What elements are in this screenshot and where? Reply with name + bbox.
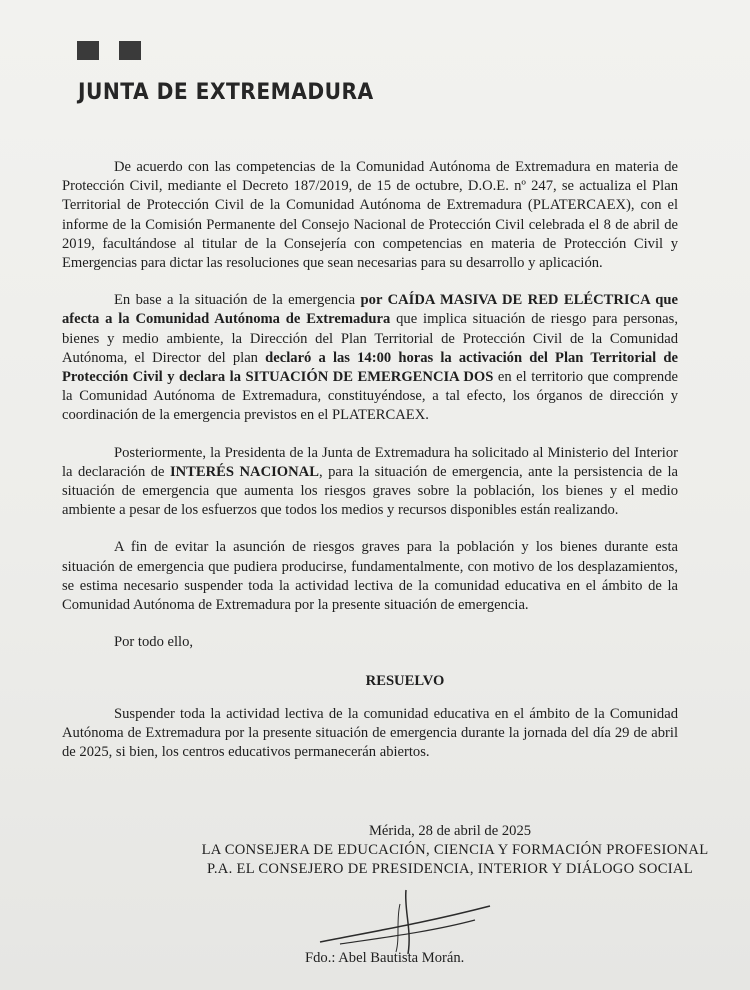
- resolution-paragraph: Suspender toda la actividad lectiva de la comunidad educativa en el ámbito de la Comunidad Autónoma de Extremadura por la presente situación de emergencia durante la jornada del día 29 de abril de 2025, si bien, los centros educativos permanecerán abiertos.: [62, 705, 678, 761]
- paragraph-2-part-a: En base a la situación de la emergencia: [114, 292, 361, 309]
- logo-square-left: [77, 41, 99, 60]
- signature-date: Mérida, 28 de abril de 2025: [368, 823, 532, 839]
- paragraph-3: [62, 444, 678, 521]
- closing-line: Por todo ello,: [114, 634, 194, 651]
- signature-role-2: P.A. EL CONSEJERO DE PRESIDENCIA, INTERIOR Y DIÁLOGO SOCIAL: [207, 861, 693, 877]
- paragraph-3-part-a: Posteriormente, la Presidenta de la Junta de Extremadura ha solicitado al Ministerio del Interior la declaración de: [62, 444, 678, 480]
- logo-squares: [77, 41, 141, 60]
- logo-square-right: [119, 41, 141, 60]
- signer-name: Fdo.: Abel Bautista Morán.: [305, 950, 465, 966]
- paragraph-2: [62, 291, 678, 425]
- paragraph-2-bold-d: declaró a las 14:00 horas la activación del Plan Territorial de Protección Civil y declara la SITUACIÓN DE EMERGENCIA DOS: [62, 349, 678, 386]
- paragraph-3-part-c: , para la situación de emergencia, ante la persistencia de la situación de emergencia que aumenta los riesgos graves sobre la población, los bienes y el medio ambiente a pesar de los esfuerzos que todos los medios y recursos disponibles están realizando.: [62, 463, 679, 519]
- org-name: JUNTA DE EXTREMADURA: [78, 80, 374, 105]
- paragraph-2-part-e: en el territorio que comprende la Comunidad Autónoma de Extremadura, constituyéndose, a tal efecto, los órganos de dirección y coordinación de la emergencia previstos en el PLATERCAEX.: [62, 369, 678, 424]
- paragraph-3-bold-b: INTERÉS NACIONAL: [169, 463, 319, 480]
- paragraph-2-bold-b: por CAÍDA MASIVA DE RED ELÉCTRICA que afecta a la Comunidad Autónoma de Extremadura: [62, 292, 678, 328]
- paragraph-2-part-c: que implica situación de riesgo para personas, bienes y medio ambiente, la Dirección del Plan Territorial de Protección Civil de la Comunidad Autónoma, el Director del plan: [62, 311, 678, 366]
- resuelvo-heading: RESUELVO: [365, 673, 445, 690]
- handwritten-signature: [300, 880, 500, 960]
- document-body: [62, 158, 678, 762]
- paragraph-4: A fin de evitar la asunción de riesgos graves para la población y los bienes durante esta situación de emergencia que pudiera producirse, fundamentalmente, con motivo de los desplazamientos, se estima necesario suspender toda la actividad lectiva de la comunidad educativa en el ámbito de la Comunidad Autónoma de Extremadura por la presente situación de emergencia.: [62, 539, 678, 614]
- signature-role-1: LA CONSEJERA DE EDUCACIÓN, CIENCIA Y FORMACIÓN PROFESIONAL: [201, 842, 709, 858]
- paragraph-1: De acuerdo con las competencias de la Comunidad Autónoma de Extremadura en materia de Protección Civil, mediante el Decreto 187/2019, de 15 de octubre, D.O.E. nº 247, se actualiza el Plan Territorial de Protección Civil de la Comunidad Autónoma de Extremadura (PLATERCAEX), con el informe de la Comisión Permanente del Consejo Nacional de Protección Civil celebrada el 8 de abril de 2019, facultándose al titular de la Consejería con competencias en materia de Protección Civil y Emergencias para dictar las resoluciones que sean necesarias para su desarrollo y aplicación.: [62, 159, 678, 272]
- signature-block: [60, 822, 730, 879]
